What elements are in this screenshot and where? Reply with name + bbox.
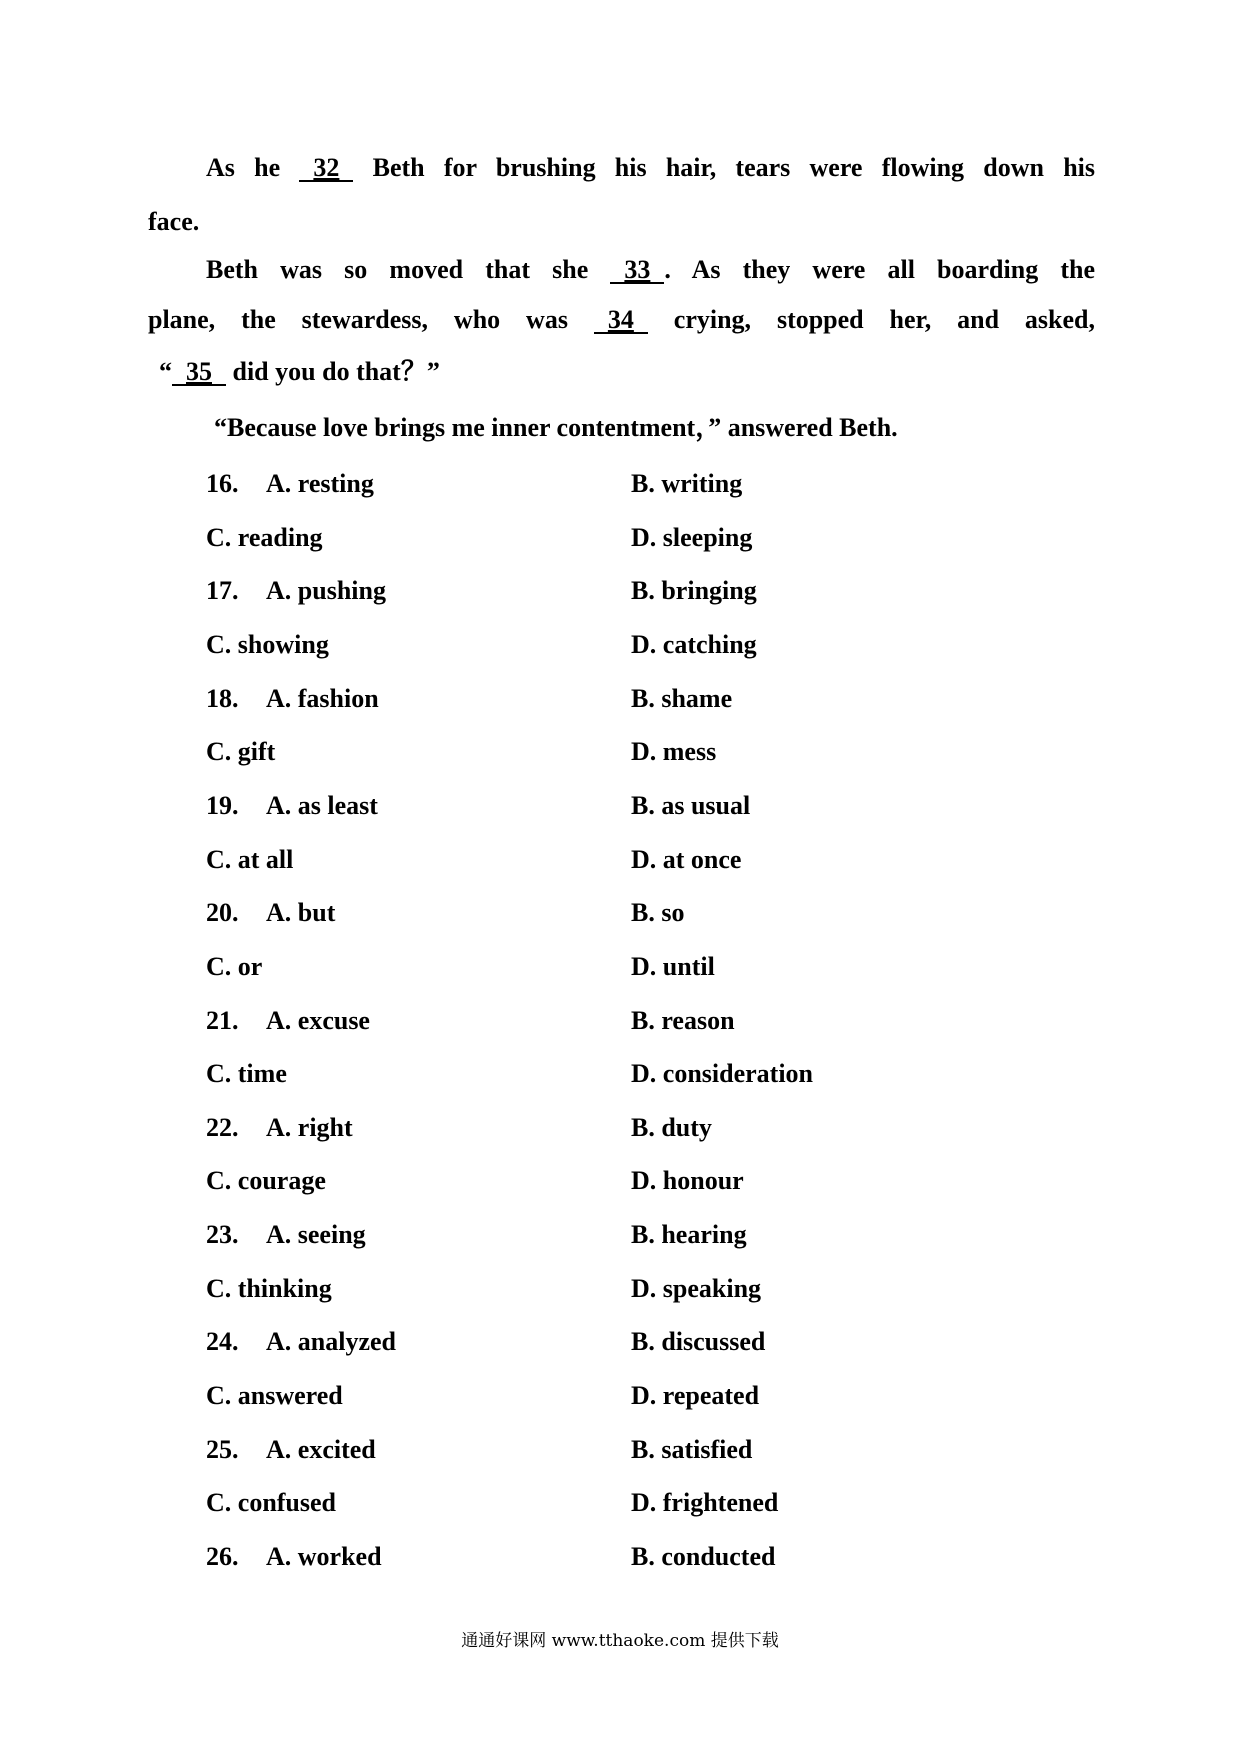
text: “	[159, 357, 172, 386]
option: B. satisfied	[631, 1434, 753, 1464]
option-row	[0, 947, 1240, 987]
passage-line: face.	[148, 207, 200, 236]
text: Beth for brushing his hair, tears were flowing down his	[372, 153, 1096, 182]
option: D. mess	[631, 737, 717, 767]
option	[206, 1537, 382, 1577]
option	[206, 1108, 353, 1148]
option-c: C. time	[206, 1059, 287, 1089]
option-row	[0, 625, 1240, 665]
passage-line	[148, 295, 1095, 345]
option: B. so	[631, 898, 685, 928]
option-a: A. resting	[266, 469, 374, 498]
blank-34: 34	[594, 308, 648, 334]
option: B. bringing	[631, 576, 757, 606]
option: B. hearing	[631, 1220, 747, 1250]
option-row	[0, 1376, 1240, 1416]
option-c: C. showing	[206, 629, 329, 659]
option: B. writing	[631, 469, 743, 498]
passage-line	[159, 347, 440, 397]
option-c: C. confused	[206, 1488, 337, 1518]
question-number: 24.	[206, 1327, 239, 1357]
option-row	[0, 1215, 1240, 1255]
option-a: A. fashion	[266, 683, 379, 713]
option	[206, 1215, 366, 1255]
option	[206, 679, 379, 719]
text: crying, stopped her, and asked,	[673, 305, 1096, 334]
option-row	[0, 1537, 1240, 1577]
blank-33: 33	[610, 258, 664, 284]
option	[206, 1430, 376, 1470]
option	[206, 1322, 396, 1362]
option-c: C. thinking	[206, 1273, 332, 1303]
option: D. speaking	[631, 1273, 762, 1303]
option: B. conducted	[631, 1542, 776, 1571]
option-row	[0, 1269, 1240, 1309]
option-row	[0, 518, 1240, 558]
blank-35: 35	[172, 360, 226, 386]
option-row	[0, 1322, 1240, 1362]
option-row	[0, 1161, 1240, 1201]
option-c: C. answered	[206, 1381, 343, 1411]
question-number: 20.	[206, 898, 239, 928]
option-row	[0, 679, 1240, 719]
question-number: 23.	[206, 1220, 239, 1250]
question-number: 22.	[206, 1112, 239, 1142]
text: . As they were all boarding the	[664, 255, 1095, 284]
text: plane, the stewardess, who was	[148, 305, 568, 334]
option-row	[0, 732, 1240, 772]
option: D. until	[631, 951, 715, 981]
option	[206, 893, 335, 933]
option	[206, 786, 378, 826]
option-row	[0, 571, 1240, 611]
option-a: A. excuse	[266, 1005, 370, 1035]
passage-line	[206, 143, 1095, 193]
option-c: C. gift	[206, 737, 276, 767]
option-row	[0, 1054, 1240, 1094]
option	[206, 1001, 370, 1041]
option: D. catching	[631, 629, 757, 659]
option-row	[0, 893, 1240, 933]
question-number: 26.	[206, 1542, 239, 1571]
option-a: A. seeing	[266, 1220, 366, 1250]
option-row	[0, 464, 1240, 504]
option: D. repeated	[631, 1381, 760, 1411]
option	[206, 464, 374, 504]
option-row	[0, 1430, 1240, 1470]
question-number: 17.	[206, 576, 239, 606]
question-number: 18.	[206, 683, 239, 713]
option: B. shame	[631, 683, 733, 713]
option-a: A. analyzed	[266, 1327, 396, 1357]
blank-32: 32	[299, 156, 353, 182]
question-number: 21.	[206, 1005, 239, 1035]
option: D. frightened	[631, 1488, 779, 1518]
question-number: 16.	[206, 469, 239, 498]
option: B. duty	[631, 1112, 712, 1142]
option-row	[0, 786, 1240, 826]
option-row	[0, 1001, 1240, 1041]
option-a: A. right	[266, 1112, 353, 1142]
option-row	[0, 1108, 1240, 1148]
passage-line: “Because love brings me inner contentment，” answered Beth.	[214, 413, 898, 442]
option	[206, 571, 386, 611]
option-row	[0, 1483, 1240, 1523]
option: D. honour	[631, 1166, 744, 1196]
option: D. at once	[631, 844, 742, 874]
option-a: A. as least	[266, 790, 378, 820]
option: D. consideration	[631, 1059, 813, 1089]
text: did you do that？”	[232, 357, 440, 386]
option: B. as usual	[631, 790, 751, 820]
text: As he	[206, 153, 281, 182]
option-c: C. courage	[206, 1166, 326, 1196]
option-a: A. worked	[266, 1542, 382, 1571]
option-c: C. at all	[206, 844, 294, 874]
option-a: A. but	[266, 898, 336, 928]
option-a: A. excited	[266, 1434, 376, 1464]
question-number: 25.	[206, 1434, 239, 1464]
passage-line	[206, 245, 1095, 295]
option-a: A. pushing	[266, 576, 386, 606]
option-c: C. reading	[206, 522, 323, 552]
option: B. reason	[631, 1005, 735, 1035]
question-number: 19.	[206, 790, 239, 820]
option-c: C. or	[206, 951, 263, 981]
option-row	[0, 840, 1240, 880]
option: B. discussed	[631, 1327, 766, 1357]
text: Beth was so moved that she	[206, 255, 589, 284]
footer: 通通好课网 www.tthaoke.com 提供下载	[461, 1631, 779, 1651]
option: D. sleeping	[631, 522, 753, 552]
